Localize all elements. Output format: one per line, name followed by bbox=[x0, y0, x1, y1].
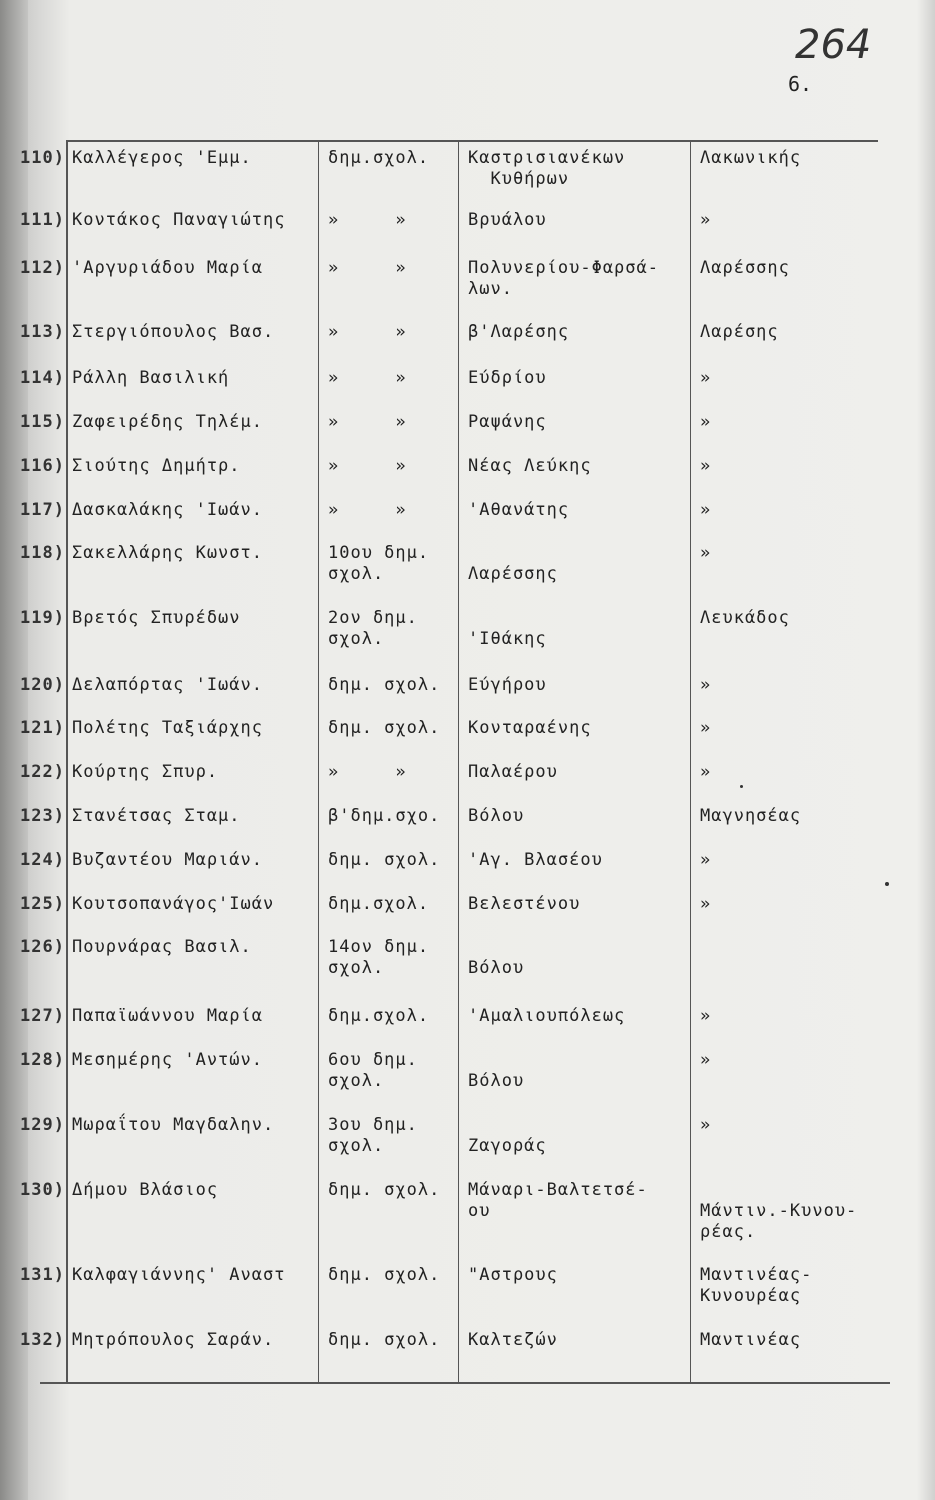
prefecture: » bbox=[700, 850, 712, 870]
column-divider-school bbox=[318, 140, 319, 1384]
school-type: δημ.σχολ. bbox=[328, 894, 430, 914]
prefecture: » bbox=[700, 762, 712, 782]
teacher-name: Κουτσοπανάγος'Ιωάν bbox=[72, 894, 275, 914]
teacher-name: Σακελλάρης Κωνστ. bbox=[72, 543, 263, 563]
school-type: 14ον δημ. σχολ. bbox=[328, 937, 430, 978]
school-location: Παλαέρου bbox=[468, 762, 558, 782]
row-number: 120) bbox=[20, 675, 65, 695]
school-type: » » bbox=[328, 258, 407, 278]
prefecture: Μαντινέας bbox=[700, 1330, 802, 1350]
school-type: δημ.σχολ. bbox=[328, 1006, 430, 1026]
school-location: Εύγήρου bbox=[468, 675, 547, 695]
prefecture: Μαντινέας- Κυνουρέας bbox=[700, 1265, 813, 1306]
school-type: » » bbox=[328, 322, 407, 342]
school-type: » » bbox=[328, 500, 407, 520]
teacher-name: Κούρτης Σπυρ. bbox=[72, 762, 219, 782]
ink-mark bbox=[885, 882, 889, 886]
row-number: 124) bbox=[20, 850, 65, 870]
school-type: 10ου δημ. σχολ. bbox=[328, 543, 430, 584]
prefecture: » bbox=[700, 500, 712, 520]
prefecture: » bbox=[700, 675, 712, 695]
teacher-name: Δασκαλάκης 'Ιωάν. bbox=[72, 500, 263, 520]
school-location: Καλτεζών bbox=[468, 1330, 558, 1350]
school-location: "Αστρους bbox=[468, 1265, 558, 1285]
teacher-name: Μητρόπουλος Σαράν. bbox=[72, 1330, 275, 1350]
row-number: 126) bbox=[20, 937, 65, 957]
row-number: 129) bbox=[20, 1115, 65, 1135]
row-number: 122) bbox=[20, 762, 65, 782]
school-location: Ραψάνης bbox=[468, 412, 547, 432]
prefecture: Λευκάδος bbox=[700, 608, 790, 628]
school-location: Βρυάλου bbox=[468, 210, 547, 230]
column-divider-prefecture bbox=[690, 140, 691, 1384]
row-number: 119) bbox=[20, 608, 65, 628]
ink-mark bbox=[740, 785, 743, 788]
teacher-name: Κοντάκος Παναγιώτης bbox=[72, 210, 286, 230]
teacher-name: Βρετός Σπυρέδων bbox=[72, 608, 241, 628]
teacher-name: Στεργιόπουλος Βασ. bbox=[72, 322, 275, 342]
school-location: Καστρισιανέκων Κυθήρων bbox=[468, 148, 626, 189]
school-location: Μάναρι-Βαλτετσέ- ου bbox=[468, 1180, 648, 1221]
teacher-name: Παπαϊωάννου Μαρία bbox=[72, 1006, 263, 1026]
row-number: 116) bbox=[20, 456, 65, 476]
school-type: δημ.σχολ. bbox=[328, 148, 430, 168]
school-type: » » bbox=[328, 368, 407, 388]
school-type: » » bbox=[328, 412, 407, 432]
row-number: 125) bbox=[20, 894, 65, 914]
school-location: Βελεστένου bbox=[468, 894, 581, 914]
row-number: 113) bbox=[20, 322, 65, 342]
school-location: 'Ιθάκης bbox=[468, 629, 547, 649]
school-type: δημ. σχολ. bbox=[328, 850, 441, 870]
prefecture: » bbox=[700, 368, 712, 388]
prefecture: Λαρέσσης bbox=[700, 258, 790, 278]
school-location: Εύδρίου bbox=[468, 368, 547, 388]
teacher-name: Πουρνάρας Βασιλ. bbox=[72, 937, 252, 957]
school-location: Βόλου bbox=[468, 958, 525, 978]
row-number: 110) bbox=[20, 148, 65, 168]
row-number: 117) bbox=[20, 500, 65, 520]
school-location: Πολυνερίου-Φαρσά- λων. bbox=[468, 258, 659, 299]
school-type: δημ. σχολ. bbox=[328, 675, 441, 695]
page-edge bbox=[917, 0, 935, 1500]
teacher-name: Ράλλη Βασιλική bbox=[72, 368, 230, 388]
column-divider-name bbox=[66, 140, 68, 1384]
table-top-rule bbox=[66, 140, 878, 142]
school-type: δημ. σχολ. bbox=[328, 1265, 441, 1285]
school-location: 'Αθανάτης bbox=[468, 500, 570, 520]
school-location: 'Αγ. Βλασέου bbox=[468, 850, 603, 870]
typed-page-number: 6. bbox=[788, 72, 813, 96]
prefecture: » bbox=[700, 210, 712, 230]
row-number: 115) bbox=[20, 412, 65, 432]
prefecture: Μαγνησέας bbox=[700, 806, 802, 826]
prefecture: Λακωνικής bbox=[700, 148, 802, 168]
row-number: 131) bbox=[20, 1265, 65, 1285]
prefecture: » bbox=[700, 543, 712, 563]
prefecture: Μάντιν.-Κυνου- ρέας. bbox=[700, 1201, 858, 1242]
school-location: 'Αμαλιουπόλεως bbox=[468, 1006, 626, 1026]
school-location: Λαρέσσης bbox=[468, 564, 558, 584]
school-location: Κονταραένης bbox=[468, 718, 592, 738]
school-type: δημ. σχολ. bbox=[328, 1180, 441, 1200]
teacher-name: Βυζαντέου Μαριάν. bbox=[72, 850, 263, 870]
school-location: Βόλου bbox=[468, 1071, 525, 1091]
row-number: 111) bbox=[20, 210, 65, 230]
row-number: 128) bbox=[20, 1050, 65, 1070]
school-location: β'Λαρέσης bbox=[468, 322, 570, 342]
school-type: δημ. σχολ. bbox=[328, 1330, 441, 1350]
row-number: 118) bbox=[20, 543, 65, 563]
school-location: Βόλου bbox=[468, 806, 525, 826]
teacher-name: Στανέτσας Σταμ. bbox=[72, 806, 241, 826]
teacher-name: Πολέτης Ταξιάρχης bbox=[72, 718, 263, 738]
prefecture: » bbox=[700, 894, 712, 914]
prefecture: » bbox=[700, 1006, 712, 1026]
prefecture: » bbox=[700, 1050, 712, 1070]
prefecture: » bbox=[700, 412, 712, 432]
school-type: δημ. σχολ. bbox=[328, 718, 441, 738]
school-type: 3ου δημ. σχολ. bbox=[328, 1115, 418, 1156]
prefecture: Λαρέσης bbox=[700, 322, 779, 342]
teacher-name: Μεσημέρης 'Αντών. bbox=[72, 1050, 263, 1070]
teacher-name: Δήμου Βλάσιος bbox=[72, 1180, 219, 1200]
table-bottom-rule bbox=[40, 1382, 890, 1384]
school-type: » » bbox=[328, 210, 407, 230]
teacher-name: Δελαπόρτας 'Ιωάν. bbox=[72, 675, 263, 695]
prefecture: » bbox=[700, 456, 712, 476]
school-type: 2ον δημ. σχολ. bbox=[328, 608, 418, 649]
row-number: 132) bbox=[20, 1330, 65, 1350]
teacher-name: Σιούτης Δημήτρ. bbox=[72, 456, 241, 476]
school-type: » » bbox=[328, 762, 407, 782]
teacher-name: Ζαφειρέδης Τηλέμ. bbox=[72, 412, 263, 432]
school-type: » » bbox=[328, 456, 407, 476]
column-divider-place bbox=[458, 140, 459, 1384]
school-location: Ζαγοράς bbox=[468, 1136, 547, 1156]
handwritten-page-number: 264 bbox=[795, 22, 872, 68]
teacher-name: Καλλέγερος 'Εμμ. bbox=[72, 148, 252, 168]
prefecture: » bbox=[700, 718, 712, 738]
row-number: 130) bbox=[20, 1180, 65, 1200]
row-number: 121) bbox=[20, 718, 65, 738]
row-number: 127) bbox=[20, 1006, 65, 1026]
row-number: 114) bbox=[20, 368, 65, 388]
teacher-name: Καλφαγιάννης' Αναστ bbox=[72, 1265, 286, 1285]
school-location: Νέας Λεύκης bbox=[468, 456, 592, 476]
row-number: 123) bbox=[20, 806, 65, 826]
teacher-name: Μωραΐτου Μαγδαλην. bbox=[72, 1115, 275, 1135]
school-type: β'δημ.σχο. bbox=[328, 806, 441, 826]
prefecture: » bbox=[700, 1115, 712, 1135]
teacher-name: 'Αργυριάδου Μαρία bbox=[72, 258, 263, 278]
school-type: 6ου δημ. σχολ. bbox=[328, 1050, 418, 1091]
row-number: 112) bbox=[20, 258, 65, 278]
